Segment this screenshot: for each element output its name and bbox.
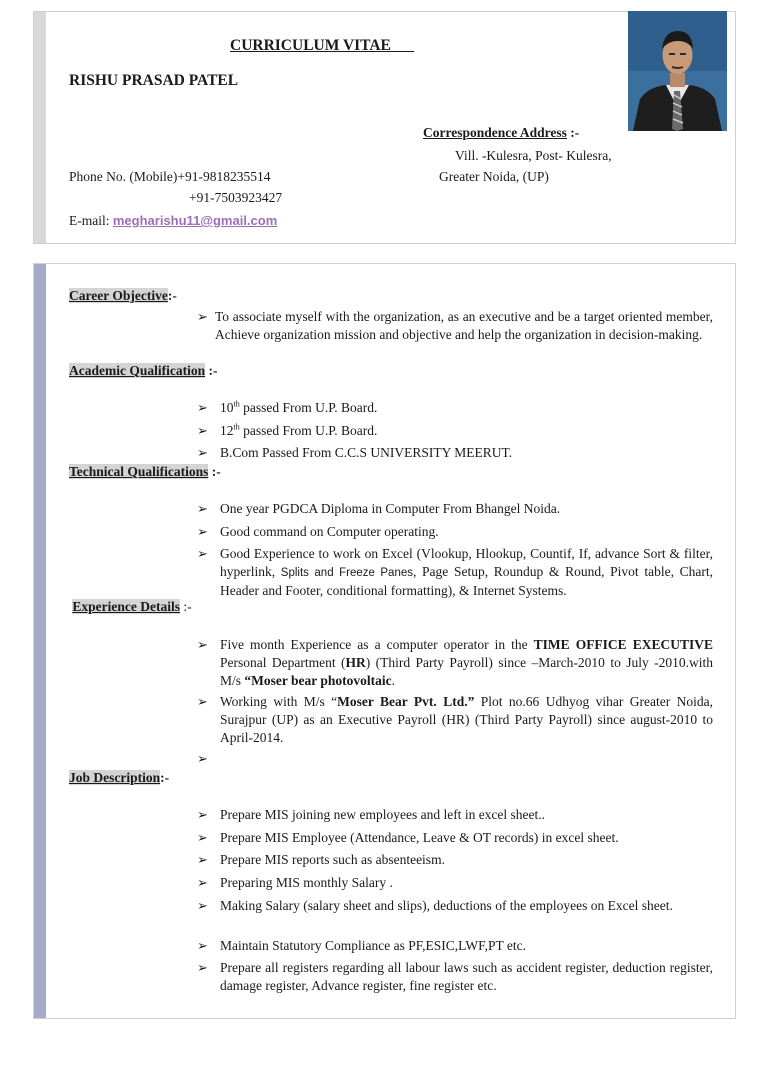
job-item: ➢ Prepare MIS Employee (Attendance, Leave & OT records) in excel sheet. (197, 830, 619, 845)
academic-item: ➢ B.Com Passed From C.C.S UNIVERSITY MEERUT. (197, 445, 513, 460)
bullet-arrow-icon: ➢ (197, 694, 208, 709)
experience-item: ➢ Working with M/s “Moser Bear Pvt. Ltd.” Plot no.66 Udhyog vihar Greater Noida, Surajpur (UP) as an Executive Payroll (HR) (Third Party Payroll) since august-2010 to April-2014. (197, 694, 713, 745)
bullet-arrow-icon: ➢ (197, 445, 208, 460)
job-item: ➢ Prepare MIS joining new employees and left in excel sheet.. (197, 807, 546, 822)
bullet-arrow-icon: ➢ (197, 852, 208, 867)
bullet-arrow-icon: ➢ (197, 400, 208, 415)
job-item: ➢ Prepare all registers regarding all labour laws such as accident register, deduction register, damage register, Advance register, fine register etc. (197, 960, 713, 993)
bullet-arrow-icon: ➢ (197, 637, 208, 652)
bullet-arrow-icon: ➢ (197, 309, 208, 324)
job-description-heading: Job Description:- (69, 770, 170, 785)
technical-item: ➢ One year PGDCA Diploma in Computer From Bhangel Noida. (197, 501, 561, 516)
bullet-arrow-icon: ➢ (197, 807, 208, 822)
bullet-arrow-icon: ➢ (197, 938, 208, 953)
job-item: ➢ Preparing MIS monthly Salary . (197, 875, 393, 890)
bullet-arrow-icon: ➢ (197, 501, 208, 516)
email-line: E-mail: megharishu11@gmail.com (69, 213, 278, 228)
academic-heading: Academic Qualification :- (69, 363, 218, 378)
email-link[interactable]: megharishu11@gmail.com (112, 213, 278, 228)
technical-item: ➢ Good Experience to work on Excel (Vlookup, Hlookup, Countif, If, advance Sort & filter, hyperlink, Splits and Freeze Panes, Page Setup, Roundup & Round, Pivot table, Chart, Header and Footer, conditional formatting), & Internet Systems. (197, 546, 713, 598)
phone-line: Phone No. (Mobile)+91-9818235514 (69, 169, 271, 184)
bullet-arrow-icon: ➢ (197, 960, 208, 975)
academic-item: ➢ 12th passed From U.P. Board. (197, 422, 378, 438)
bullet-arrow-icon: ➢ (197, 524, 208, 539)
job-item: ➢ Maintain Statutory Compliance as PF,ESIC,LWF,PT etc. (197, 938, 526, 953)
bullet-arrow-icon: ➢ (197, 830, 208, 845)
address-heading: Correspondence Address :- (423, 125, 580, 140)
job-item: ➢ Prepare MIS reports such as absenteeism. (197, 852, 445, 867)
bullet-arrow-icon: ➢ (197, 751, 208, 766)
content-sidebar-stripe (34, 264, 46, 1018)
job-item: ➢ Making Salary (salary sheet and slips), deductions of the employees on Excel sheet. (197, 898, 673, 913)
profile-photo (628, 11, 727, 131)
bullet-arrow-icon: ➢ (197, 423, 208, 438)
experience-heading: Experience Details :- (72, 599, 192, 614)
phone-secondary: +91-7503923427 (189, 190, 283, 205)
academic-item: ➢ 10th passed From U.P. Board. (197, 399, 378, 415)
experience-item: ➢ Five month Experience as a computer operator in the TIME OFFICE EXECUTIVE Personal Department (HR) (Third Party Payroll) since –March-2010 to July -2010.with M/s “Moser bear photovoltaic. (197, 637, 713, 688)
bullet-arrow-icon: ➢ (197, 546, 208, 561)
address-line-1: Vill. -Kulesra, Post- Kulesra, (455, 148, 612, 163)
career-objective-heading: Career Objective:- (69, 288, 177, 303)
technical-item: ➢ Good command on Computer operating. (197, 524, 439, 539)
address-line-2: Greater Noida, (UP) (439, 169, 549, 184)
candidate-name: RISHU PRASAD PATEL (69, 72, 239, 89)
career-objective-item: ➢ To associate myself with the organization, as an executive and be a target oriented member, Achieve organization mission and objective and help the organization in decision-making. (197, 309, 713, 342)
technical-heading: Technical Qualifications :- (69, 464, 221, 479)
header-sidebar-stripe (34, 12, 46, 243)
document-title: CURRICULUM VITAE (230, 37, 391, 54)
profile-photo-graphic (628, 11, 727, 131)
bullet-arrow-icon: ➢ (197, 898, 208, 913)
bullet-arrow-icon: ➢ (197, 875, 208, 890)
